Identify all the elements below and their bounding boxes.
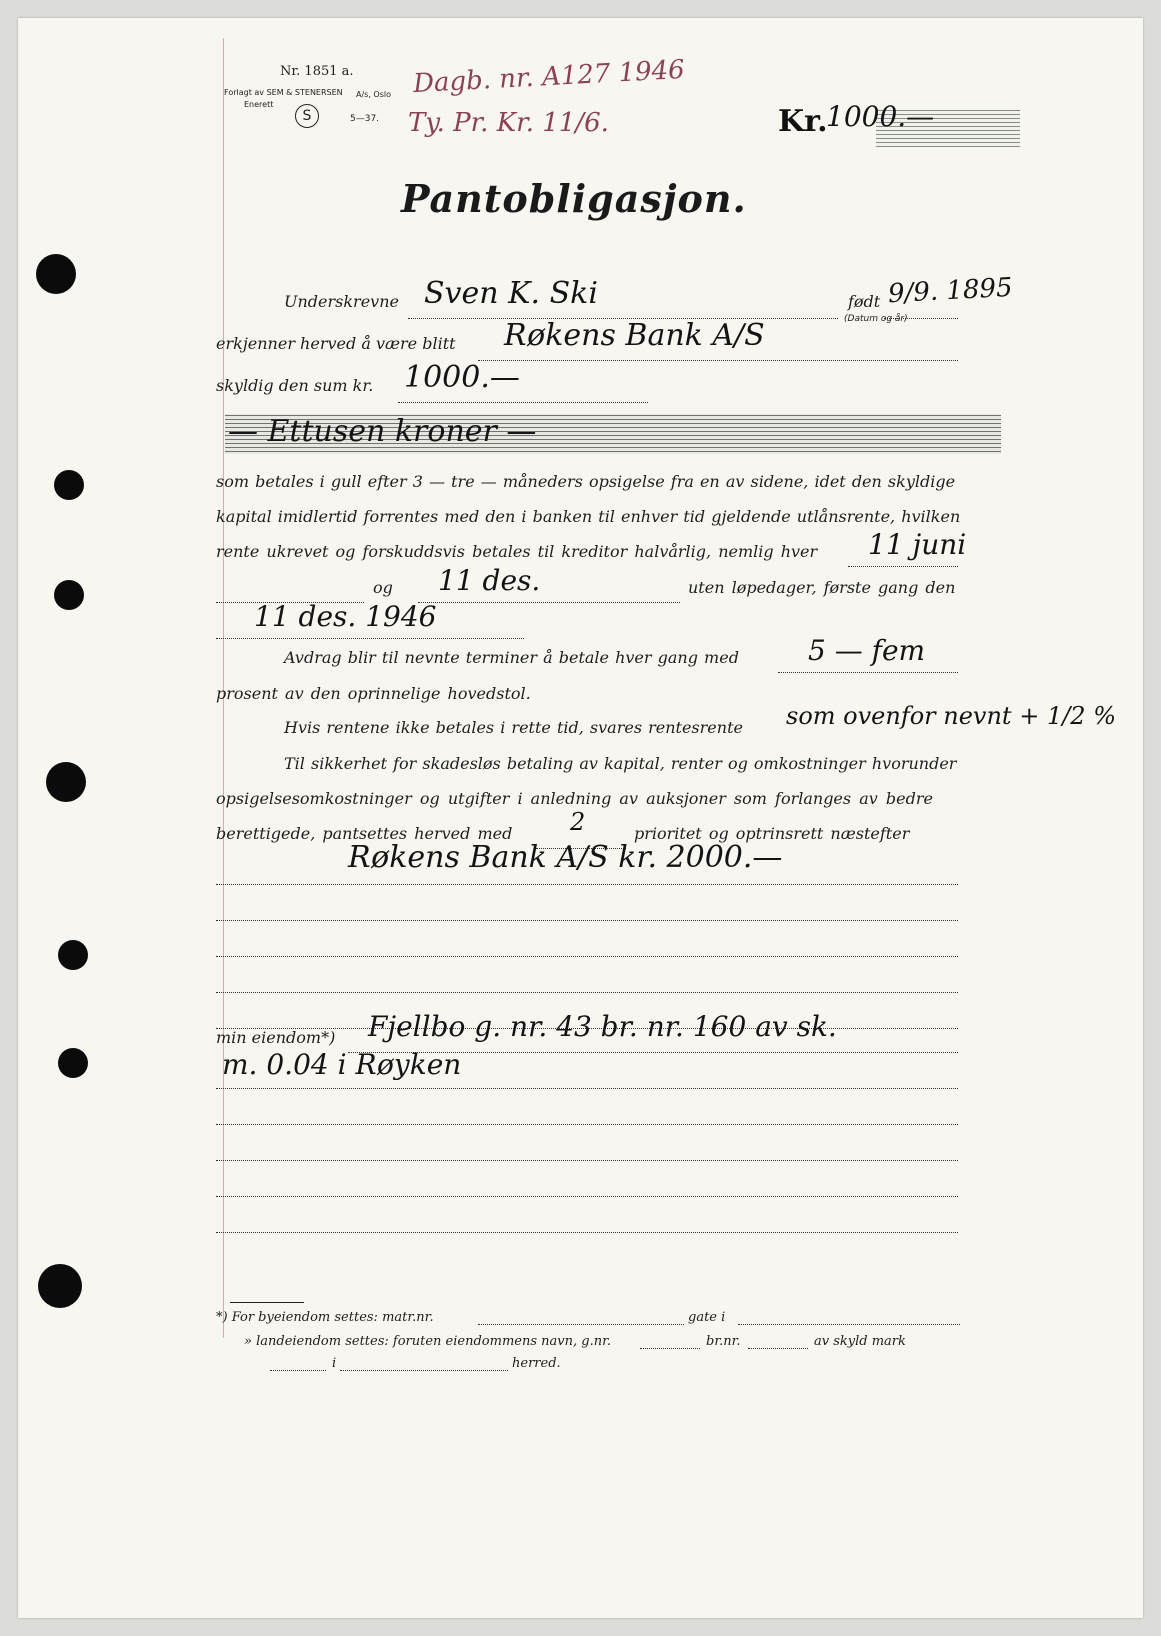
undersigned-value: Sven K. Ski	[424, 276, 598, 311]
term1-line	[848, 566, 958, 567]
security-line-3a: berettigede, pantsettes herved med	[216, 824, 513, 843]
debt-value: 1000.—	[404, 360, 520, 395]
term2-line	[418, 602, 680, 603]
publisher-line: Forlagt av SEM & STENERSEN	[224, 88, 343, 97]
debt-line	[398, 402, 648, 403]
first-date-value: 11 des. 1946	[254, 600, 437, 633]
footnote-dots	[340, 1370, 508, 1371]
punch-hole	[36, 254, 76, 294]
footnote-line-1: *) For byeiendom settes: matr.nr.	[216, 1310, 434, 1325]
footnote-skyld: av skyld mark	[814, 1334, 906, 1349]
debt-label: skyldig den sum kr.	[216, 376, 374, 395]
footnote-brnr: br.nr.	[706, 1334, 741, 1349]
no-grace-text: uten løpedager, første gang den	[688, 578, 956, 597]
registry-stamp: Ty. Pr. Kr. 11/6.	[408, 108, 609, 138]
installment-text: Avdrag blir til nevnte terminer å betale hver gang med	[284, 648, 739, 667]
form-number: Nr. 1851 a.	[280, 64, 354, 79]
terms-line-3: rente ukrevet og forskuddsvis betales til kreditor halvårlig, nemlig hver	[216, 542, 818, 561]
creditor-label: erkjenner herved å være blitt	[216, 334, 456, 353]
and-word: og	[373, 578, 393, 597]
footnote-i: i	[332, 1356, 337, 1371]
amount-value: 1000.—	[826, 100, 935, 133]
publisher-city: A/s, Oslo	[356, 90, 392, 99]
born-label: født	[848, 292, 881, 311]
born-value: 9/9. 1895	[887, 272, 1014, 310]
property-value-2: m. 0.04 i Røyken	[222, 1048, 462, 1081]
undersigned-label: Underskrevne	[284, 292, 399, 311]
security-line-3b: prioritet og optrinsrett næstefter	[634, 824, 910, 843]
document-title: Pantobligasjon.	[401, 176, 747, 221]
blank-line	[216, 920, 958, 921]
blank-line	[216, 992, 958, 993]
amount-words: — Ettusen kroner —	[228, 414, 537, 449]
installment-line	[778, 672, 958, 673]
footnote-herred: herred.	[512, 1356, 561, 1371]
term1-value: 11 juni	[868, 528, 967, 561]
punch-hole	[46, 762, 86, 802]
publisher-logo-icon: S	[295, 104, 319, 128]
punch-hole	[58, 940, 88, 970]
first-date-line	[216, 638, 524, 639]
amount-label: Kr.	[778, 104, 828, 139]
footnote-line-2: » landeiendom settes: foruten eiendommens navn, g.nr.	[244, 1334, 611, 1349]
installment-tail: prosent av den oprinnelige hovedstol.	[216, 684, 531, 703]
journal-stamp: Dagb. nr. A127 1946	[412, 54, 686, 100]
punch-hole	[54, 580, 84, 610]
blank-line	[216, 1232, 958, 1233]
installment-value: 5 — fem	[808, 634, 926, 667]
creditor-value: Røkens Bank A/S	[504, 318, 765, 353]
interest-value: som ovenfor nevnt + 1/2 %	[786, 702, 1116, 730]
publisher-rights: Enerett	[244, 100, 274, 109]
footnote-rule	[230, 1302, 304, 1303]
footnote-dots	[640, 1348, 700, 1349]
punch-hole	[58, 1048, 88, 1078]
footnote-dots	[748, 1348, 808, 1349]
creditor-line	[478, 360, 958, 361]
property-value-1: Fjellbo g. nr. 43 br. nr. 160 av sk.	[368, 1010, 837, 1043]
security-line-1: Til sikkerhet for skadesløs betaling av kapital, renter og omkostninger hvorunder	[284, 754, 957, 773]
blank-line	[216, 1124, 958, 1125]
prior-holder-value: Røkens Bank A/S kr. 2000.—	[348, 840, 783, 875]
punch-hole	[38, 1264, 82, 1308]
terms-line-2: kapital imidlertid forrentes med den i banken til enhver tid gjeldende utlånsrente, hvilken	[216, 507, 961, 526]
punch-hole	[54, 470, 84, 500]
footnote-dots	[270, 1370, 326, 1371]
born-hint: (Datum og år)	[844, 314, 908, 324]
term2-value: 11 des.	[438, 564, 541, 597]
footnote-dots	[738, 1324, 960, 1325]
interest-text: Hvis rentene ikke betales i rette tid, svares rentesrente	[284, 718, 743, 737]
security-line-2: opsigelsesomkostninger og utgifter i anledning av auksjoner som forlanges av bedre	[216, 789, 933, 808]
footnote-dots	[478, 1324, 684, 1325]
footnote-gate: gate i	[688, 1310, 726, 1325]
blank-line	[216, 1196, 958, 1197]
property-line	[216, 1088, 958, 1089]
publisher-date: 5—37.	[350, 114, 380, 124]
blank-line	[216, 956, 958, 957]
property-label: min eiendom*)	[216, 1028, 336, 1047]
terms-line-1: som betales i gull efter 3 — tre — måneders opsigelse fra en av sidene, idet den skyldige	[216, 472, 956, 491]
prior-holder-line	[216, 884, 958, 885]
blank-line	[216, 1160, 958, 1161]
document-sheet	[18, 18, 1143, 1618]
priority-value: 2	[570, 808, 586, 836]
